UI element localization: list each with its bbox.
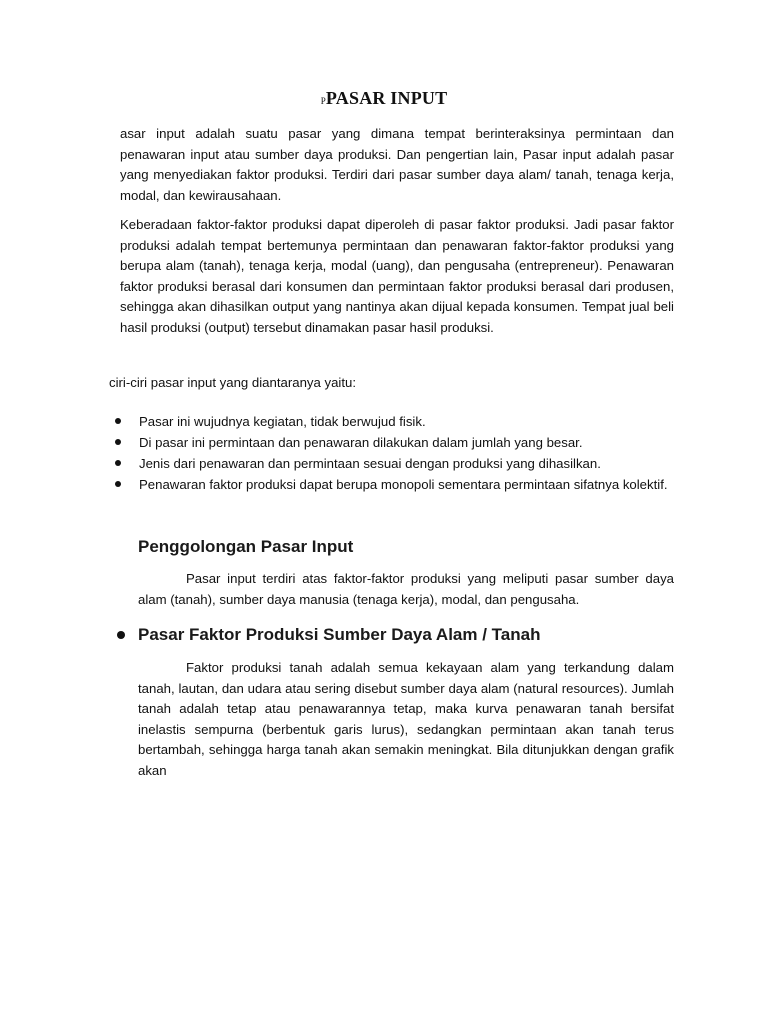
section-heading-penggolongan: Penggolongan Pasar Input [138, 537, 354, 556]
sda-text: Faktor produksi tanah adalah semua kekayaan alam yang terkandung dalam tanah, lautan, dan udara atau sering disebut sumber daya alam (natural resources). Jumlah tanah adalah tetap atau penawarannya tetap, maka kurva penawaran tanah bersifat inelastis sempurna (berbentuk garis lurus), sedangkan permintaan akan tanah terus bertambah, sehingga harga tanah akan semakin meningkat. Bila ditunjukkan dengan grafik akan [138, 660, 674, 778]
bullet-icon [117, 631, 125, 639]
page-title [0, 88, 768, 109]
list-item-text: Jenis dari penawaran dan permintaan sesuai dengan produksi yang dihasilkan. [139, 456, 601, 471]
ciri-list [109, 411, 674, 495]
intro-paragraph-1: asar input adalah suatu pasar yang dimana tempat berinteraksinya permintaan dan penawaran input atau sumber daya produksi. Dan pengertian lain, Pasar input adalah pasar yang menyediakan faktor produksi. Terdiri dari pasar sumber daya alam/ tanah, tenaga kerja, modal, dan kewirausahaan. [120, 126, 674, 203]
penggolongan-paragraph [138, 569, 674, 610]
sda-paragraph [138, 658, 674, 781]
bullet-icon [115, 418, 121, 424]
title-text: PASAR INPUT [325, 88, 448, 108]
bullet-icon [115, 481, 121, 487]
bullet-icon [115, 460, 121, 466]
list-item [109, 453, 674, 474]
list-item [109, 432, 674, 453]
penggolongan-text: Pasar input terdiri atas faktor-faktor produksi yang meliputi pasar sumber daya alam (tanah), sumber daya manusia (tenaga kerja), modal, dan pengusaha. [138, 571, 674, 607]
intro-paragraph-2: Keberadaan faktor-faktor produksi dapat diperoleh di pasar faktor produksi. Jadi pasar faktor produksi adalah tempat bertemunya permintaan dan penawaran faktor-faktor produksi yang berupa alam (tanah), tenaga kerja, modal (uang), dan pengusaha (entrepreneur). Penawaran faktor produksi berasal dari konsumen dan permintaan faktor produksi berasal dari produsen, sehingga akan dihasilkan output yang nantinya akan dijual kepada konsumen. Tempat jual beli hasil produksi (output) tersebut dinamakan pasar hasil produksi. [120, 217, 674, 335]
list-item-text: Pasar ini wujudnya kegiatan, tidak berwujud fisik. [139, 414, 426, 429]
list-item-text: Di pasar ini permintaan dan penawaran dilakukan dalam jumlah yang besar. [139, 435, 583, 450]
list-item [109, 474, 674, 495]
bullet-icon [115, 439, 121, 445]
ciri-heading: ciri-ciri pasar input yang diantaranya yaitu: [109, 375, 357, 390]
list-item-text: Penawaran faktor produksi dapat berupa monopoli sementara permintaan sifatnya kolektif. [139, 477, 668, 492]
title-dropcap: P [320, 96, 326, 106]
list-item [109, 411, 674, 432]
section-heading-sumber-daya-alam: Pasar Faktor Produksi Sumber Daya Alam / Tanah [138, 625, 541, 644]
